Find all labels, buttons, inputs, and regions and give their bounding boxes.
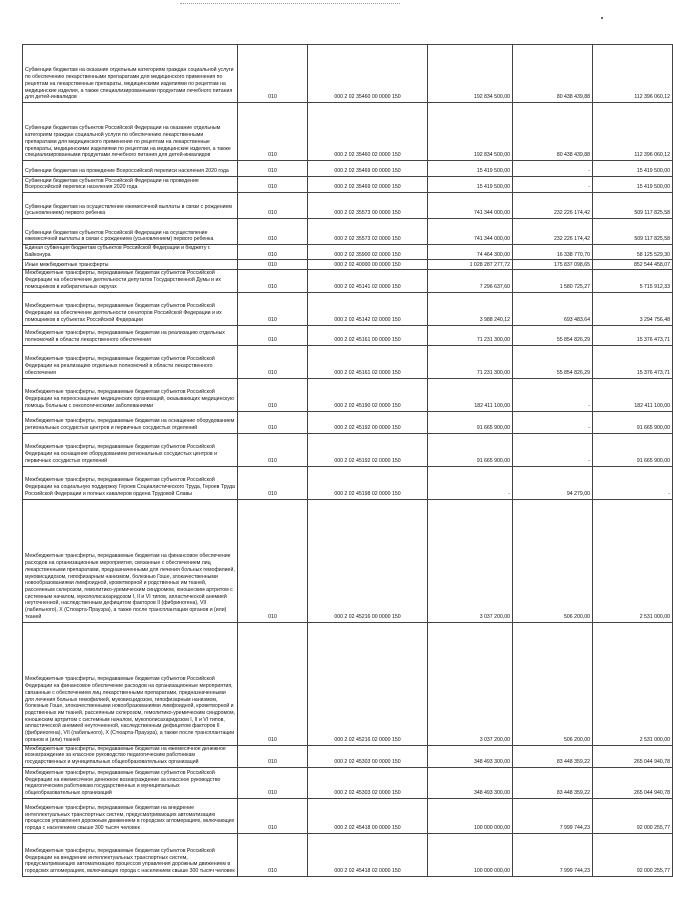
row-kbk: 000 2 02 45216 00 0000 150 <box>308 499 428 622</box>
row-approved: 15 419 500,00 <box>428 161 513 177</box>
row-executed: - <box>513 177 593 193</box>
table-row <box>23 499 673 622</box>
row-approved: 182 411 100,00 <box>428 378 513 411</box>
row-executed: 16 338 770,70 <box>513 245 593 260</box>
row-code: 010 <box>238 411 308 433</box>
table-row <box>23 798 673 833</box>
row-remaining: 92 000 255,77 <box>593 798 673 833</box>
row-kbk: 000 2 02 45303 00 0000 150 <box>308 745 428 767</box>
row-approved: 741 344 000,00 <box>428 219 513 245</box>
row-code: 010 <box>238 798 308 833</box>
table-row <box>23 245 673 260</box>
row-code: 010 <box>238 270 308 292</box>
row-name: Межбюджетные трансферты, передаваемые бюджетам субъектов Российской Федерации на оснащение оборудованием региональных сосудистых центров и первичных сосудистых отделений <box>23 433 238 466</box>
budget-table-body <box>23 45 673 877</box>
row-executed: 80 438 439,88 <box>513 45 593 103</box>
row-name: Субвенции бюджетам субъектов Российской Федерации на осуществление ежемесячной выплаты в связи с рождением (усыновлением) первого ребенка <box>23 219 238 245</box>
row-kbk: 000 2 02 45142 02 0000 150 <box>308 292 428 325</box>
table-row <box>23 260 673 270</box>
row-name: Субвенции бюджетам субъектов Российской Федерации на оказание отдельным категориям граждан социальной услуги по обеспечению лекарственными препаратами для медицинского применения по рецептам на лекарственные препараты, медицинскими изделиями по рецептам на медицинские изделия, а также специализированными продуктами лечебного питания для детей-инвалидов <box>23 103 238 161</box>
row-approved: 3 988 240,12 <box>428 292 513 325</box>
row-kbk: 000 2 02 35573 00 0000 150 <box>308 193 428 219</box>
row-name: Межбюджетные трансферты, передаваемые бюджетам субъектов Российской Федерации на социальную поддержку Героев Социалистического Труда, Героев Труда Российской Федерации и полных кавалеров ордена Трудовой Славы <box>23 466 238 499</box>
row-name: Межбюджетные трансферты, передаваемые бюджетам субъектов Российской Федерации на обеспечение деятельности сенаторов Российской Федерации и их помощников в субъектах Российской Федерации <box>23 292 238 325</box>
table-row <box>23 767 673 798</box>
row-executed: 83 448 359,22 <box>513 767 593 798</box>
table-row <box>23 161 673 177</box>
row-code: 010 <box>238 292 308 325</box>
row-kbk: 000 2 02 45418 00 0000 150 <box>308 798 428 833</box>
row-code: 010 <box>238 745 308 767</box>
row-approved: 7 296 637,60 <box>428 270 513 292</box>
table-row <box>23 345 673 378</box>
row-name: Межбюджетные трансферты, передаваемые бюджетам субъектов Российской Федерации на переоснащение медицинских организаций, оказывающих медицинскую помощь больным с онкологическими заболеваниями <box>23 378 238 411</box>
row-kbk: 000 2 02 35460 02 0000 150 <box>308 103 428 161</box>
row-executed: - <box>513 433 593 466</box>
row-approved: 91 665 900,00 <box>428 433 513 466</box>
table-row <box>23 378 673 411</box>
table-row <box>23 270 673 292</box>
row-code: 010 <box>238 622 308 745</box>
row-name: Субвенции бюджетам на оказание отдельным категориям граждан социальной услуги по обеспечению лекарственными препаратами для медицинского применения по рецептам на лекарственные препараты, медицинскими изделиями по рецептам на медицинские изделия, а также специализированными продуктами лечебного питания для детей-инвалидов <box>23 45 238 103</box>
row-remaining: 91 665 900,00 <box>593 411 673 433</box>
row-code: 010 <box>238 103 308 161</box>
row-approved: 192 834 500,00 <box>428 103 513 161</box>
row-executed: - <box>513 378 593 411</box>
row-code: 010 <box>238 260 308 270</box>
row-remaining: 265 044 940,78 <box>593 767 673 798</box>
row-executed: 7 999 744,23 <box>513 833 593 876</box>
row-kbk: 000 2 02 45303 02 0000 150 <box>308 767 428 798</box>
row-code: 010 <box>238 177 308 193</box>
row-name: Субвенции бюджетам субъектов Российской Федерации на проведение Всероссийской переписи населения 2020 года <box>23 177 238 193</box>
row-approved: 100 000 000,00 <box>428 798 513 833</box>
row-remaining: 509 117 825,58 <box>593 193 673 219</box>
row-remaining: 2 531 000,00 <box>593 622 673 745</box>
row-kbk: 000 2 02 35900 02 0000 150 <box>308 245 428 260</box>
row-executed: 506 200,00 <box>513 622 593 745</box>
row-code: 010 <box>238 161 308 177</box>
budget-table <box>22 44 673 877</box>
row-approved: 3 037 200,00 <box>428 622 513 745</box>
row-code: 010 <box>238 325 308 345</box>
row-name: Межбюджетные трансферты, передаваемые бюджетам субъектов Российской Федерации на реализацию отдельных полномочий в области лекарственного обеспечения <box>23 345 238 378</box>
row-approved: 348 493 300,00 <box>428 767 513 798</box>
row-approved: 741 344 000,00 <box>428 193 513 219</box>
row-name: Субвенции бюджетам на осуществление ежемесячной выплаты в связи с рождением (усыновлением) первого ребенка <box>23 193 238 219</box>
row-executed: 232 226 174,42 <box>513 219 593 245</box>
table-row <box>23 325 673 345</box>
row-code: 010 <box>238 433 308 466</box>
row-kbk: 000 2 02 45216 02 0000 150 <box>308 622 428 745</box>
row-executed: 55 854 826,29 <box>513 325 593 345</box>
row-name: Межбюджетные трансферты, передаваемые бюджетам субъектов Российской Федерации на финансовое обеспечение расходов на организационные мероприятия, связанные с обеспечением лиц лекарственными препаратами, предназначенными для лечения больных гемофилией, муковисцидозом, гипофизарным нанизмом, болезнью Гоше, злокачественными новообразованиями лимфоидной, кроветворной и родственных им тканей, рассеянным склерозом, гемолитико-уремическим синдромом, юношеским артритом с системным началом, мукополисахаридозом I, II и VI типов, апластической анемией неуточненной, наследственным дефицитом факторов II (фибриногена), VII (лабильного), X (Стюарта-Прауэра), а также после трансплантации органов и (или) тканей <box>23 622 238 745</box>
row-approved: 3 037 200,00 <box>428 499 513 622</box>
row-remaining: 15 376 473,71 <box>593 325 673 345</box>
row-code: 010 <box>238 219 308 245</box>
row-approved: 71 231 300,00 <box>428 325 513 345</box>
row-executed: 7 999 744,23 <box>513 798 593 833</box>
table-row <box>23 45 673 103</box>
row-executed: 693 483,64 <box>513 292 593 325</box>
row-approved: 71 231 300,00 <box>428 345 513 378</box>
table-row <box>23 411 673 433</box>
row-code: 010 <box>238 45 308 103</box>
row-remaining: 509 117 825,58 <box>593 219 673 245</box>
row-kbk: 000 2 02 45198 02 0000 150 <box>308 466 428 499</box>
row-kbk: 000 2 02 45141 02 0000 150 <box>308 270 428 292</box>
row-approved: 74 464 300,00 <box>428 245 513 260</box>
table-row <box>23 622 673 745</box>
row-name: Иные межбюджетные трансферты <box>23 260 238 270</box>
row-kbk: 000 2 02 35460 00 0000 150 <box>308 45 428 103</box>
row-remaining: 91 665 900,00 <box>593 433 673 466</box>
row-kbk: 000 2 02 45192 02 0000 150 <box>308 433 428 466</box>
row-remaining: 3 294 756,48 <box>593 292 673 325</box>
row-executed: 55 854 826,29 <box>513 345 593 378</box>
row-code: 010 <box>238 833 308 876</box>
row-executed: - <box>513 411 593 433</box>
row-code: 010 <box>238 378 308 411</box>
row-approved: 91 665 900,00 <box>428 411 513 433</box>
table-row <box>23 745 673 767</box>
scan-speck <box>601 17 603 19</box>
row-approved: 1 028 287 277,72 <box>428 260 513 270</box>
row-name: Субвенции бюджетам на проведение Всероссийской переписи населения 2020 года <box>23 161 238 177</box>
row-kbk: 000 2 02 45418 02 0000 150 <box>308 833 428 876</box>
row-name: Межбюджетные трансферты, передаваемые бюджетам на реализацию отдельных полномочий в области лекарственного обеспечения <box>23 325 238 345</box>
row-kbk: 000 2 02 40000 00 0000 150 <box>308 260 428 270</box>
row-name: Межбюджетные трансферты, передаваемые бюджетам субъектов Российской Федерации на внедрение интеллектуальных транспортных систем, предусматривающих автоматизацию процессов управления дорожным движением в городских агломерациях, включающих города с населением свыше 300 тысяч человек <box>23 833 238 876</box>
row-kbk: 000 2 02 45161 00 0000 150 <box>308 325 428 345</box>
row-executed: 175 837 098,65 <box>513 260 593 270</box>
row-code: 010 <box>238 767 308 798</box>
row-code: 010 <box>238 466 308 499</box>
table-row <box>23 833 673 876</box>
row-executed: 506 200,00 <box>513 499 593 622</box>
table-row <box>23 103 673 161</box>
row-executed: 94 279,00 <box>513 466 593 499</box>
table-row <box>23 219 673 245</box>
row-remaining: 15 419 500,00 <box>593 161 673 177</box>
row-remaining: 112 396 060,12 <box>593 103 673 161</box>
row-name: Межбюджетные трансферты, передаваемые бюджетам на финансовое обеспечение расходов на организационные мероприятия, связанные с обеспечением лиц лекарственными препаратами, предназначенными для лечения больных гемофилией, муковисцидозом, гипофизарным нанизмом, болезнью Гоше, злокачественными новообразованиями лимфоидной, кроветворной и родственных им тканей, рассеянным склерозом, гемолитико-уремическим синдромом, юношеским артритом с системным началом, мукополисахаридозом I, II и VI типов, апластической анемией неуточненной, наследственным дефицитом факторов II (фибриногена), VII (лабильного), X (Стюарта-Прауэра), а также после трансплантации органов и (или) тканей <box>23 499 238 622</box>
row-code: 010 <box>238 499 308 622</box>
row-executed: 1 580 725,27 <box>513 270 593 292</box>
row-approved: 15 419 500,00 <box>428 177 513 193</box>
table-row <box>23 292 673 325</box>
row-code: 010 <box>238 193 308 219</box>
row-remaining: 15 419 500,00 <box>593 177 673 193</box>
row-kbk: 000 2 02 45192 00 0000 150 <box>308 411 428 433</box>
row-kbk: 000 2 02 35573 02 0000 150 <box>308 219 428 245</box>
row-name: Межбюджетные трансферты, передаваемые бюджетам субъектов Российской Федерации на ежемесячное денежное вознаграждение за классное руководство педагогическим работникам государственных и муниципальных общеобразовательных организаций <box>23 767 238 798</box>
row-executed: 80 438 439,88 <box>513 103 593 161</box>
row-remaining: 92 000 255,77 <box>593 833 673 876</box>
row-name: Межбюджетные трансферты, передаваемые бюджетам на ежемесячное денежное вознаграждение за классное руководство педагогическим работникам государственных и муниципальных общеобразовательных организаций <box>23 745 238 767</box>
table-row <box>23 177 673 193</box>
row-remaining: 112 396 060,12 <box>593 45 673 103</box>
row-name: Единая субвенция бюджетам субъектов Российской Федерации и бюджету г. Байконура <box>23 245 238 260</box>
row-code: 010 <box>238 345 308 378</box>
row-kbk: 000 2 02 35469 00 0000 150 <box>308 161 428 177</box>
row-code: 010 <box>238 245 308 260</box>
row-remaining: 15 376 473,71 <box>593 345 673 378</box>
row-remaining: 265 044 940,78 <box>593 745 673 767</box>
row-remaining: 5 715 912,33 <box>593 270 673 292</box>
row-remaining: 2 531 000,00 <box>593 499 673 622</box>
row-approved: 192 834 500,00 <box>428 45 513 103</box>
row-name: Межбюджетные трансферты, передаваемые бюджетам на внедрение интеллектуальных транспортных систем, предусматривающих автоматизацию процессов управления дорожным движением в городских агломерациях, включающих города с населением свыше 300 тысяч человек <box>23 798 238 833</box>
row-executed: 83 448 359,22 <box>513 745 593 767</box>
row-approved: - <box>428 466 513 499</box>
row-executed: - <box>513 161 593 177</box>
row-approved: 100 000 000,00 <box>428 833 513 876</box>
row-kbk: 000 2 02 45190 02 0000 150 <box>308 378 428 411</box>
table-row <box>23 433 673 466</box>
row-remaining: - <box>593 466 673 499</box>
row-remaining: 182 411 100,00 <box>593 378 673 411</box>
row-name: Межбюджетные трансферты, передаваемые бюджетам на оснащение оборудованием региональных сосудистых центров и первичных сосудистых отделений <box>23 411 238 433</box>
table-row <box>23 466 673 499</box>
row-remaining: 58 125 529,30 <box>593 245 673 260</box>
row-remaining: 852 544 458,07 <box>593 260 673 270</box>
top-rule <box>180 3 400 4</box>
row-kbk: 000 2 02 45161 02 0000 150 <box>308 345 428 378</box>
table-row <box>23 193 673 219</box>
row-name: Межбюджетные трансферты, передаваемые бюджетам субъектов Российской Федерации на обеспечение деятельности депутатов Государственной Думы и их помощников в избирательных округах <box>23 270 238 292</box>
row-executed: 232 226 174,42 <box>513 193 593 219</box>
row-approved: 348 493 300,00 <box>428 745 513 767</box>
row-kbk: 000 2 02 35469 02 0000 150 <box>308 177 428 193</box>
